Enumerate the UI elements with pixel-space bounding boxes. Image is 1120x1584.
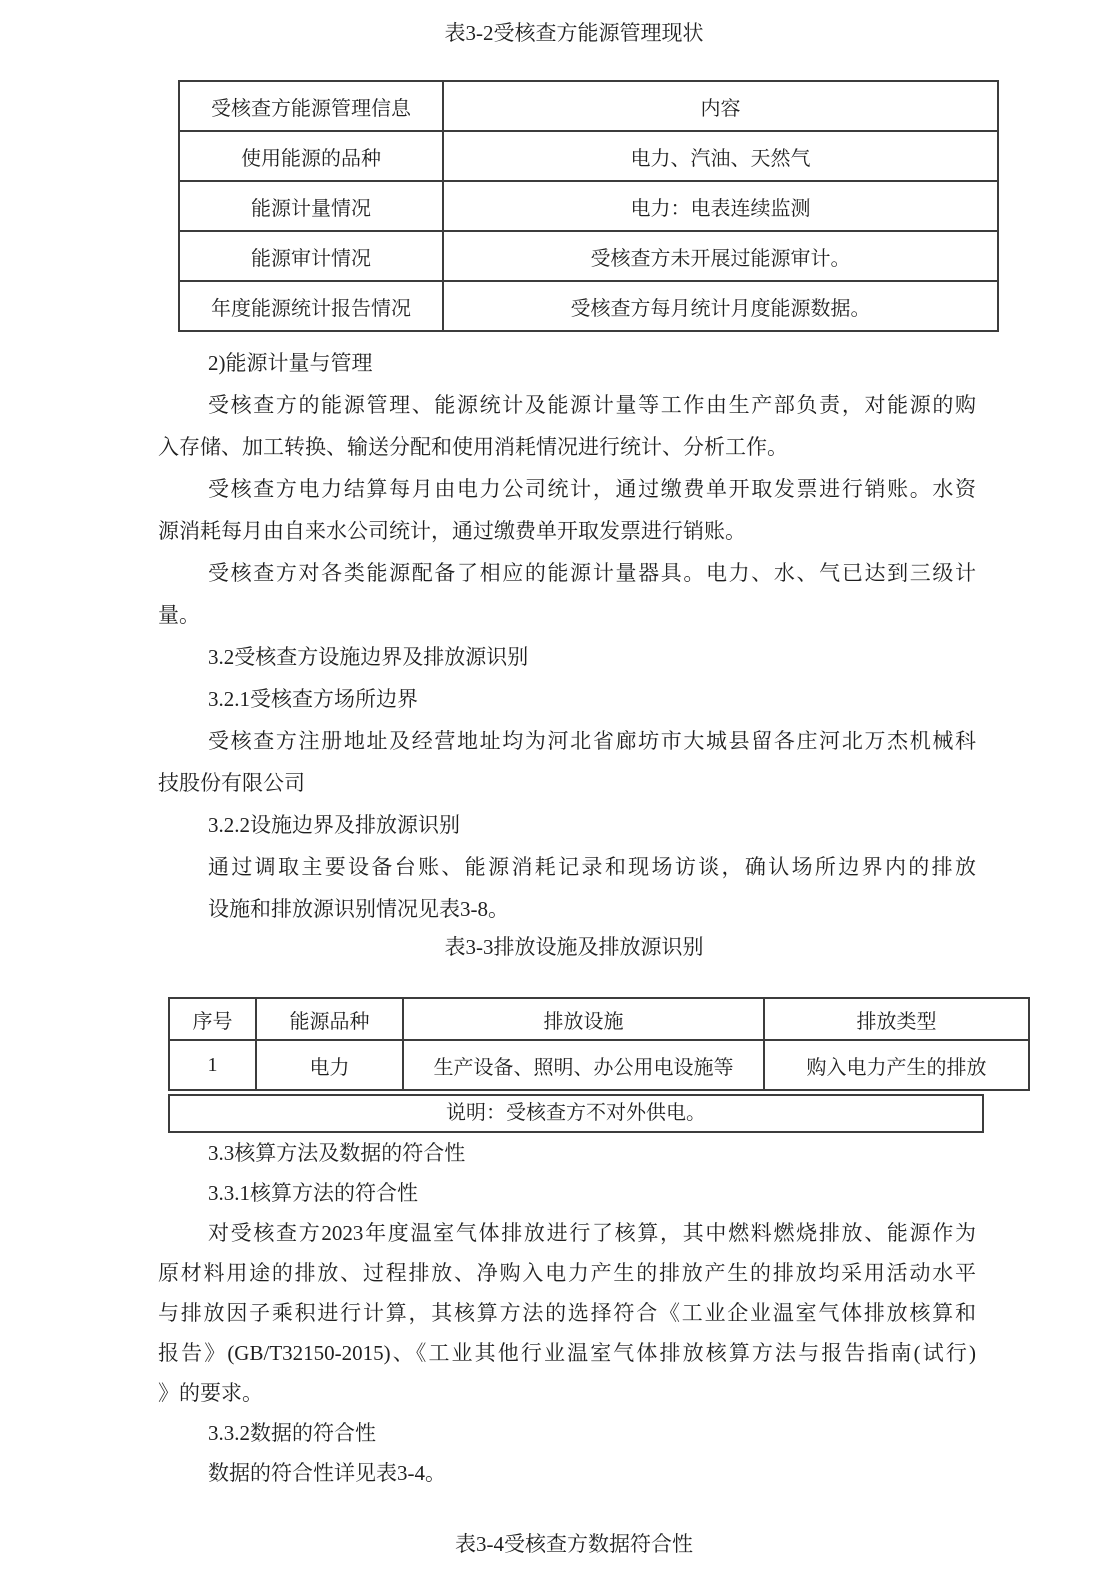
text-line: 受核查方电力结算每月由电力公司统计，通过缴费单开取发票进行销账。水资	[208, 477, 976, 501]
section-heading: 3.2受核查方设施边界及排放源识别	[208, 645, 529, 669]
table-header-row	[169, 998, 1029, 1040]
table-row	[169, 1040, 1029, 1090]
table-cell: 年度能源统计报告情况	[179, 281, 443, 331]
text-line: 对受核查方2023年度温室气体排放进行了核算，其中燃料燃烧排放、能源作为	[208, 1221, 976, 1245]
table-header-cell: 排放类型	[764, 998, 1029, 1040]
table-note: 说明：受核查方不对外供电。	[168, 1094, 984, 1133]
table-row	[179, 181, 998, 231]
table-3-4-caption: 表3-4受核查方数据符合性	[455, 1532, 693, 1556]
text-line: 源消耗每月由自来水公司统计，通过缴费单开取发票进行销账。	[158, 519, 746, 543]
text-line: 与排放因子乘积进行计算，其核算方法的选择符合《工业企业温室气体排放核算和	[158, 1301, 976, 1325]
text-line: 量。	[158, 603, 200, 627]
text-line: 通过调取主要设备台账、能源消耗记录和现场访谈，确认场所边界内的排放	[208, 855, 976, 879]
table-header-cell: 内容	[443, 81, 998, 131]
table-3-2-caption: 表3-2受核查方能源管理现状	[444, 21, 704, 45]
table-header-cell: 排放设施	[403, 998, 764, 1040]
table-cell: 受核查方未开展过能源审计。	[443, 231, 998, 281]
section-heading: 3.2.1受核查方场所边界	[208, 687, 418, 711]
section-heading: 3.3.2数据的符合性	[208, 1421, 376, 1445]
table-cell: 电力	[256, 1040, 403, 1090]
text-line: 受核查方对各类能源配备了相应的能源计量器具。电力、水、气已达到三级计	[208, 561, 976, 585]
body-text-section-1	[158, 342, 976, 930]
table-cell: 电力：电表连续监测	[443, 181, 998, 231]
body-text-section-2	[158, 1133, 976, 1493]
text-line: 受核查方注册地址及经营地址均为河北省廊坊市大城县留各庄河北万杰机械科	[208, 729, 976, 753]
emission-sources-table	[168, 997, 1030, 1091]
text-line: 原材料用途的排放、过程排放、净购入电力产生的排放产生的排放均采用活动水平	[158, 1261, 976, 1285]
table-header-cell: 序号	[169, 998, 256, 1040]
table-header-cell: 受核查方能源管理信息	[179, 81, 443, 131]
text-line: 数据的符合性详见表3-4。	[208, 1461, 446, 1485]
text-line: 》的要求。	[158, 1381, 263, 1405]
table-cell: 购入电力产生的排放	[764, 1040, 1029, 1090]
text-line: 技股份有限公司	[158, 771, 305, 795]
table-cell: 电力、汽油、天然气	[443, 131, 998, 181]
table-cell: 1	[169, 1040, 256, 1090]
table-3-3-caption: 表3-3排放设施及排放源识别	[444, 935, 704, 959]
text-line: 入存储、加工转换、输送分配和使用消耗情况进行统计、分析工作。	[158, 435, 788, 459]
text-line: 2)能源计量与管理	[208, 351, 373, 375]
section-heading: 3.2.2设施边界及排放源识别	[208, 813, 460, 837]
table-row	[179, 281, 998, 331]
table-cell: 能源计量情况	[179, 181, 443, 231]
table-header-row	[179, 81, 998, 131]
table-cell: 能源审计情况	[179, 231, 443, 281]
text-line: 设施和排放源识别情况见表3-8。	[208, 897, 509, 921]
table-header-cell: 能源品种	[256, 998, 403, 1040]
text-line: 受核查方的能源管理、能源统计及能源计量等工作由生产部负责，对能源的购	[208, 393, 976, 417]
section-heading: 3.3.1核算方法的符合性	[208, 1181, 418, 1205]
section-heading: 3.3核算方法及数据的符合性	[208, 1141, 466, 1165]
table-cell: 受核查方每月统计月度能源数据。	[443, 281, 998, 331]
table-row	[179, 231, 998, 281]
table-row	[179, 131, 998, 181]
text-line: 报告》(GB/T32150-2015)、《工业其他行业温室气体排放核算方法与报告指南(试行)	[158, 1341, 976, 1365]
table-cell: 使用能源的品种	[179, 131, 443, 181]
energy-management-table	[178, 80, 999, 332]
table-cell: 生产设备、照明、办公用电设施等	[403, 1040, 764, 1090]
